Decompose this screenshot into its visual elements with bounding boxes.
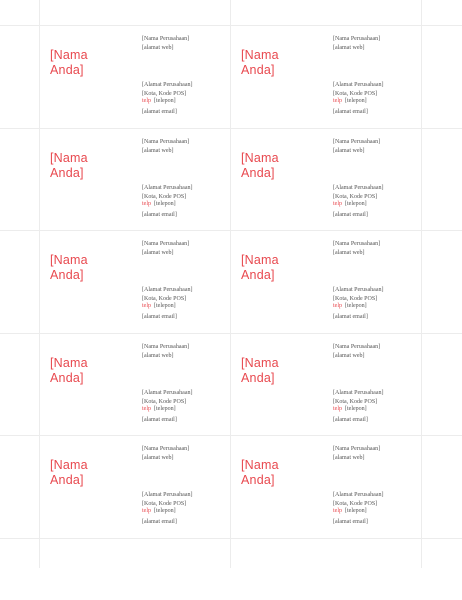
phone-number: [telepon]: [345, 406, 367, 412]
name-line-2: Anda]: [241, 371, 275, 385]
company-name: [Nama Perusahaan]: [142, 36, 190, 42]
name-placeholder[interactable]: [241, 253, 321, 283]
email-address[interactable]: [alamat email]: [142, 519, 177, 525]
phone-line[interactable]: [142, 507, 176, 516]
address-block[interactable]: [142, 184, 192, 201]
phone-line[interactable]: [333, 97, 367, 106]
phone-label: telp: [142, 508, 151, 514]
web-address: [alamat web]: [333, 454, 365, 461]
address-line-2: [Kota, Kode POS]: [333, 398, 378, 405]
address-block[interactable]: [142, 491, 192, 508]
business-card: [230, 333, 420, 436]
phone-label: telp: [142, 303, 151, 309]
name-line-1: [Nama: [50, 458, 88, 472]
cut-guide-vertical: [421, 0, 422, 568]
name-line-2: Anda]: [50, 166, 84, 180]
phone-label: telp: [333, 201, 342, 207]
name-line-1: [Nama: [50, 356, 88, 370]
company-name: [Nama Perusahaan]: [333, 446, 381, 452]
phone-number: [telepon]: [154, 201, 176, 207]
web-address: [alamat web]: [142, 454, 174, 461]
address-line-1: [Alamat Perusahaan]: [142, 390, 193, 396]
company-name: [Nama Perusahaan]: [333, 241, 381, 247]
phone-line[interactable]: [142, 405, 176, 414]
phone-number: [telepon]: [154, 303, 176, 309]
company-block[interactable]: [142, 343, 189, 360]
phone-label: telp: [333, 508, 342, 514]
email-address[interactable]: [alamat email]: [142, 109, 177, 115]
address-block[interactable]: [333, 491, 383, 508]
email-address[interactable]: [alamat email]: [333, 212, 368, 218]
address-line-2: [Kota, Kode POS]: [333, 193, 378, 200]
address-line-1: [Alamat Perusahaan]: [142, 82, 193, 88]
web-address: [alamat web]: [142, 44, 174, 51]
company-block[interactable]: [142, 138, 189, 155]
phone-line[interactable]: [333, 507, 367, 516]
web-address: [alamat web]: [333, 249, 365, 256]
web-address: [alamat web]: [333, 352, 365, 359]
name-placeholder[interactable]: [50, 151, 130, 181]
name-placeholder[interactable]: [50, 48, 130, 78]
company-block[interactable]: [333, 343, 380, 360]
business-card: [230, 25, 420, 128]
email-address[interactable]: [alamat email]: [333, 314, 368, 320]
web-address: [alamat web]: [142, 249, 174, 256]
business-card: [230, 230, 420, 333]
address-block[interactable]: [333, 81, 383, 98]
address-line-2: [Kota, Kode POS]: [142, 90, 187, 97]
address-line-1: [Alamat Perusahaan]: [333, 82, 384, 88]
phone-label: telp: [333, 303, 342, 309]
business-card: [39, 25, 229, 128]
business-card: [39, 435, 229, 538]
company-block[interactable]: [142, 35, 189, 52]
name-line-2: Anda]: [241, 268, 275, 282]
address-block[interactable]: [333, 286, 383, 303]
address-line-1: [Alamat Perusahaan]: [333, 390, 384, 396]
address-line-1: [Alamat Perusahaan]: [142, 185, 193, 191]
company-name: [Nama Perusahaan]: [333, 36, 381, 42]
name-placeholder[interactable]: [241, 458, 321, 488]
name-line-1: [Nama: [241, 151, 279, 165]
company-block[interactable]: [333, 35, 380, 52]
name-line-1: [Nama: [241, 458, 279, 472]
phone-label: telp: [333, 406, 342, 412]
company-name: [Nama Perusahaan]: [333, 344, 381, 350]
address-line-2: [Kota, Kode POS]: [142, 500, 187, 507]
name-placeholder[interactable]: [241, 48, 321, 78]
business-card: [39, 128, 229, 231]
email-address[interactable]: [alamat email]: [142, 314, 177, 320]
name-placeholder[interactable]: [50, 458, 130, 488]
address-block[interactable]: [333, 184, 383, 201]
company-name: [Nama Perusahaan]: [142, 139, 190, 145]
phone-line[interactable]: [333, 405, 367, 414]
company-name: [Nama Perusahaan]: [333, 139, 381, 145]
cut-guide-horizontal: [0, 538, 462, 539]
web-address: [alamat web]: [333, 44, 365, 51]
phone-line[interactable]: [142, 200, 176, 209]
address-line-1: [Alamat Perusahaan]: [333, 287, 384, 293]
phone-line[interactable]: [142, 97, 176, 106]
name-placeholder[interactable]: [50, 356, 130, 386]
company-block[interactable]: [333, 240, 380, 257]
address-line-2: [Kota, Kode POS]: [142, 398, 187, 405]
name-line-1: [Nama: [241, 253, 279, 267]
business-card: [230, 128, 420, 231]
phone-number: [telepon]: [154, 98, 176, 104]
address-line-2: [Kota, Kode POS]: [333, 295, 378, 302]
address-line-1: [Alamat Perusahaan]: [142, 492, 193, 498]
address-line-1: [Alamat Perusahaan]: [333, 492, 384, 498]
phone-label: telp: [142, 201, 151, 207]
phone-number: [telepon]: [345, 303, 367, 309]
address-line-2: [Kota, Kode POS]: [333, 500, 378, 507]
company-name: [Nama Perusahaan]: [142, 241, 190, 247]
web-address: [alamat web]: [142, 352, 174, 359]
company-block[interactable]: [333, 445, 380, 462]
phone-label: telp: [333, 98, 342, 104]
name-line-1: [Nama: [50, 48, 88, 62]
company-block[interactable]: [142, 445, 189, 462]
address-line-2: [Kota, Kode POS]: [142, 295, 187, 302]
address-line-1: [Alamat Perusahaan]: [142, 287, 193, 293]
name-line-1: [Nama: [241, 48, 279, 62]
name-line-2: Anda]: [241, 166, 275, 180]
email-address[interactable]: [alamat email]: [333, 417, 368, 423]
name-placeholder[interactable]: [50, 253, 130, 283]
company-block[interactable]: [333, 138, 380, 155]
phone-number: [telepon]: [345, 508, 367, 514]
phone-label: telp: [142, 98, 151, 104]
name-placeholder[interactable]: [241, 356, 321, 386]
name-placeholder[interactable]: [241, 151, 321, 181]
address-block[interactable]: [142, 81, 192, 98]
web-address: [alamat web]: [142, 147, 174, 154]
phone-label: telp: [142, 406, 151, 412]
name-line-1: [Nama: [50, 253, 88, 267]
company-name: [Nama Perusahaan]: [142, 446, 190, 452]
address-block[interactable]: [142, 389, 192, 406]
address-line-2: [Kota, Kode POS]: [142, 193, 187, 200]
name-line-2: Anda]: [50, 63, 84, 77]
address-line-2: [Kota, Kode POS]: [333, 90, 378, 97]
phone-number: [telepon]: [154, 508, 176, 514]
company-name: [Nama Perusahaan]: [142, 344, 190, 350]
business-card: [39, 333, 229, 436]
address-line-1: [Alamat Perusahaan]: [333, 185, 384, 191]
email-address[interactable]: [alamat email]: [142, 212, 177, 218]
phone-number: [telepon]: [345, 201, 367, 207]
email-address[interactable]: [alamat email]: [333, 109, 368, 115]
email-address[interactable]: [alamat email]: [333, 519, 368, 525]
business-card: [39, 230, 229, 333]
web-address: [alamat web]: [333, 147, 365, 154]
business-card: [230, 435, 420, 538]
name-line-1: [Nama: [241, 356, 279, 370]
phone-line[interactable]: [333, 302, 367, 311]
name-line-2: Anda]: [50, 268, 84, 282]
address-block[interactable]: [333, 389, 383, 406]
name-line-2: Anda]: [50, 473, 84, 487]
phone-line[interactable]: [142, 302, 176, 311]
email-address[interactable]: [alamat email]: [142, 417, 177, 423]
address-block[interactable]: [142, 286, 192, 303]
phone-number: [telepon]: [345, 98, 367, 104]
phone-number: [telepon]: [154, 406, 176, 412]
name-line-1: [Nama: [50, 151, 88, 165]
name-line-2: Anda]: [241, 63, 275, 77]
name-line-2: Anda]: [241, 473, 275, 487]
name-line-2: Anda]: [50, 371, 84, 385]
company-block[interactable]: [142, 240, 189, 257]
phone-line[interactable]: [333, 200, 367, 209]
